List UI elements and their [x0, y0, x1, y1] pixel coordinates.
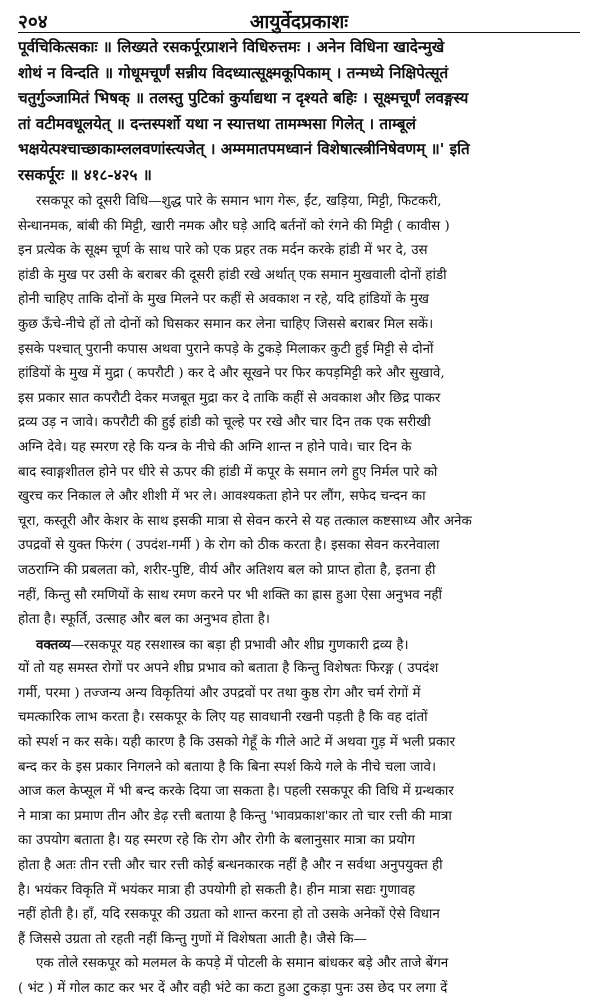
commentary-first-line: [18, 633, 580, 658]
prose-line: ने मात्रा का प्रमाण तीन और डेढ़ रत्ती बताया है किन्तु 'भावप्रकाश'कार तो चार रत्ती की मात्रा: [18, 808, 452, 824]
prose-line: हांडियों के मुख में मुद्रा ( कपरौटी ) कर दे और सूखने पर फिर कपड़मिट्टी करे और सुखावे,: [18, 366, 445, 382]
prose-line: बन्द कर के इस प्रकार निगलने को बताया है कि बिना स्पर्श किये गले के नीचे चला जावे।: [18, 759, 437, 775]
sanskrit-line: भक्षयेत्पश्चाच्छाकाम्ललवणांस्त्यजेत् । अम्ममातपमध्वानं विशेषात्स्त्रीनिषेवणम् ॥' इति: [18, 140, 470, 158]
sanskrit-line: तां वटीमवधूलयेत् ॥ दन्तस्पर्शो यथा न स्यात्तथा तामम्भसा गिलेत् । ताम्बूलं: [18, 114, 416, 133]
page-number: २०४: [18, 11, 48, 33]
prose-line: इस प्रकार सात कपरौटी देकर मजबूत मुद्रा कर दे ताकि कहीं से अवकाश और छिद्र पाकर: [18, 390, 441, 406]
running-title: आयुर्वेदप्रकाशः: [249, 11, 349, 33]
prose-line: चूरा, कस्तूरी और केशर के साथ इसकी मात्रा से सेवन करने से यह तत्काल कष्टसाध्य और अनेक: [18, 513, 472, 529]
prose-line: का उपयोग बताता है। यह स्मरण रहे कि रोग और रोगी के बलानुसार मात्रा का प्रयोग: [18, 833, 415, 849]
commentary-paragraph: [18, 633, 580, 953]
prose-line: द्रव्य उड़ न जावे। कपरौटी की हुई हांडी को चूल्हे पर रखे और चार दिन तक एक सरीखी: [18, 415, 431, 431]
page-header: [18, 6, 580, 33]
prose-line: नहीं, किन्तु सौ रमणियों के साथ रमण करने पर भी शक्ति का ह्रास हुआ ऐसा अनुभव नहीं: [18, 587, 442, 603]
prose-line: जठराग्नि की प्रबलता को, शरीर-पुष्टि, वीर्य और अतिशय बल को प्राप्त होता है, इतना ही: [18, 562, 436, 578]
sanskrit-line: पूर्वचिकित्सकाः ॥ लिख्यते रसकर्पूरप्राशने विधिरुत्तमः । अनेन विधिना खादेन्मुखे: [18, 38, 445, 56]
prose-line: गर्मी, परमा ) तज्जन्य अन्य विकृतियां और उपद्रवों पर तथा कुष्ठ रोग और चर्म रोगों में: [18, 685, 421, 701]
prose-line: हैं जिससे उग्रता तो रहती नहीं किन्तु गुणों में विशेषता आती है। जैसे कि—: [18, 931, 367, 947]
prose-line: अग्नि देवे। यह स्मरण रहे कि यन्त्र के नीचे की अग्नि शान्त न होने पावे। चार दिन के: [18, 439, 412, 455]
sanskrit-line: रसकर्पूरः ॥ ४१८-४२५ ॥: [18, 165, 152, 184]
sanskrit-line: शोथं न विन्दति ॥ गोधूमचूर्णं सन्नीय विदध्यात्सूक्ष्मकूपिकाम् । तन्मध्ये निक्षिपेत्सूतं: [18, 63, 449, 82]
prose-line: बाद स्वाङ्गशीतल होने पर धीरे से ऊपर की हांडी में कपूर के समान लगे हुए निर्मल पारे को: [18, 464, 438, 480]
final-paragraph: [18, 952, 580, 1001]
prose-line: सेन्धानमक, बांबी की मिट्टी, खारी नमक और घड़े आदि बर्तनों को रंगने की मिट्टी ( कावीस ): [18, 218, 450, 234]
prose-line: इन प्रत्येक के सूक्ष्म चूर्ण के साथ पारे को एक प्रहर तक मर्दन करके हांडी में भर दे, उस: [18, 243, 428, 259]
prose-line: एक तोले रसकपूर को मलमल के कपड़े में पोटली के समान बांधकर बड़े और ताजे बेंगन: [36, 956, 449, 972]
prose-line: हांडी के मुख पर उसी के बराबर की दूसरी हांडी रखे अर्थात् एक समान मुखवाली दोनों हांडी: [18, 267, 447, 283]
sanskrit-line: चतुर्गुञ्जामितं भिषक् ॥ तलस्तु पुटिकां कुर्याद्यथा न दृश्यते बहिः । सूक्ष्मचूर्णं लवङ्गस्य: [18, 89, 469, 107]
prose-line: ( भंट ) में गोल काट कर भर दें और वही भंटे का कटा हुआ टुकड़ा पुनः उस छेद पर लगा दें: [18, 981, 448, 996]
prose-line: आज कल केप्सूल में भी बन्द करके दिया जा सकता है। पहली रसकपूर की विधि में ग्रन्थकार: [18, 784, 454, 800]
prose-line: खुरच कर निकाल ले और शीशी में भर ले। आवश्यकता होने पर लौंग, सफेद चन्दन का: [18, 489, 426, 505]
prose-line: को स्पर्श न कर सके। यही कारण है कि उसको गेहूँ के गीले आटे में अथवा गुड़ में भली प्रकार: [18, 735, 456, 751]
prose-line: नहीं होती है। हाँ, यदि रसकपूर की उग्रता को शान्त करना हो तो उसके अनेकों ऐसे विधान: [18, 907, 440, 923]
prose-line: होता है। स्फूर्ति, उत्साह और बल का अनुभव होता है।: [18, 612, 270, 628]
commentary-first-line-text: —रसकपूर यह रसशास्त्र का बड़ा ही प्रभावी और शीघ्र गुणकारी द्रव्य है।: [70, 637, 409, 653]
sanskrit-verse-block: [18, 35, 580, 188]
prose-line: इसके पश्चात् पुरानी कपास अथवा पुराने कपड़े के टुकड़े मिलाकर कुटी हुई मिट्टी से दोनों: [18, 341, 434, 357]
prose-line: होता है अतः तीन रत्ती और चार रत्ती कोई बन्धनकारक नहीं है और न सर्वथा अनुपयुक्त ही: [18, 858, 443, 874]
prose-line: कुछ ऊँचे-नीचे हों तो दोनों को घिसकर समान कर लेना चाहिए जिससे बराबर मिल सकें।: [18, 316, 434, 332]
prose-line: उपद्रवों से युक्त फिरंग ( उपदंश-गर्मी ) के रोग को ठीक करता है। इसका सेवन करनेवाला: [18, 538, 440, 554]
prose-line: यों तो यह समस्त रोगों पर अपने शीघ्र प्रभाव को बताता है किन्तु विशेषतः फिरङ्ग ( उपदंश: [18, 661, 439, 677]
prose-line: रसकपूर को दूसरी विधि—शुद्ध पारे के समान भाग गेरू, ईंट, खड़िया, मिट्टी, फिटकरी,: [36, 194, 442, 209]
prose-line: है। भयंकर विकृति में भयंकर मात्रा ही उपयोगी हो सकती है। हीन मात्रा सद्यः गुणावह: [18, 882, 416, 898]
prose-line: चमत्कारिक लाभ करता है। रसकपूर के लिए यह सावधानी रखनी पड़ती है कि वह दांतों: [18, 710, 428, 726]
prose-line: होनी चाहिए ताकि दोनों के मुख मिलने पर कहीं से अवकाश न रहे, यदि हांडियों के मुख: [18, 292, 429, 308]
commentary-label: वक्तव्य: [36, 636, 71, 653]
hindi-translation-paragraph: [18, 190, 580, 633]
